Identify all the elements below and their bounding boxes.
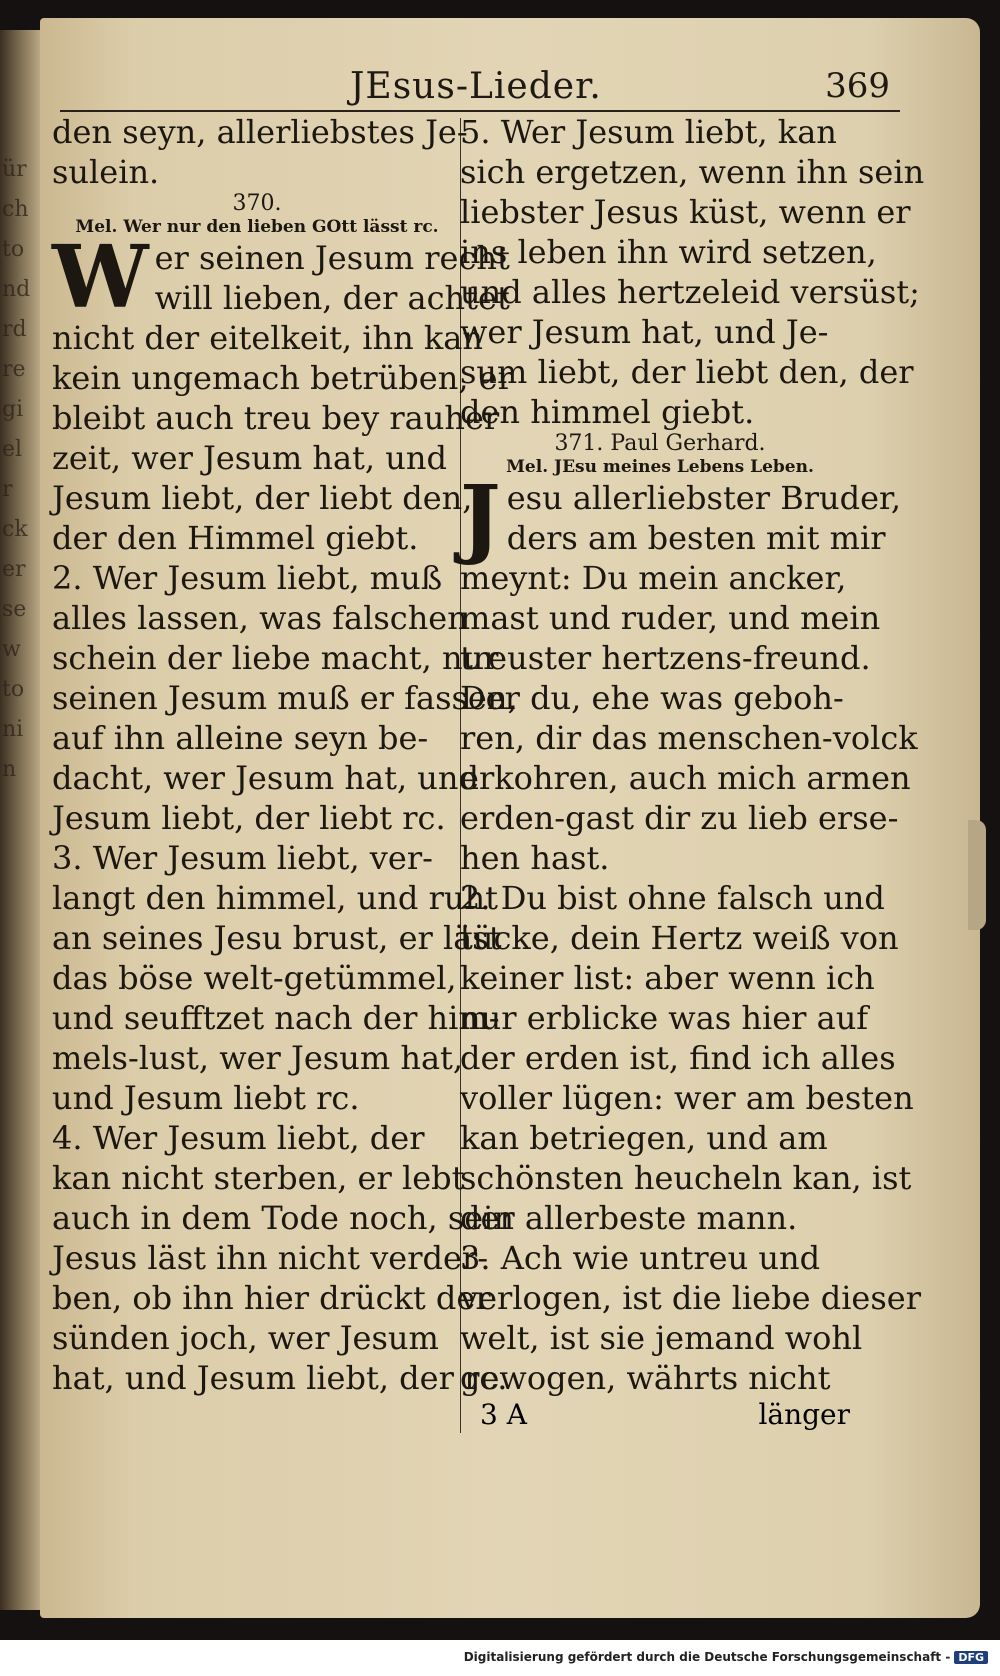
text-line: den himmel giebt. <box>460 393 755 431</box>
text-line: will lieben, der achtet <box>154 279 510 317</box>
text-line: nur erblicke was hier auf <box>460 999 869 1037</box>
previous-page-edge <box>0 30 40 1610</box>
previous-page-fragment: ni <box>2 717 24 742</box>
text-line: er seinen Jesum recht <box>154 239 510 277</box>
text-line: langt den himmel, und ruht <box>52 879 498 917</box>
previous-page-fragment: ür <box>2 157 27 182</box>
text-line: ben, ob ihn hier drückt der <box>52 1279 491 1317</box>
melody-line: Mel. JEsu meines Lebens Leben. <box>506 457 814 477</box>
text-line: der allerbeste mann. <box>460 1199 798 1237</box>
signature-mark: 3 A <box>480 1398 527 1431</box>
text-line: sich ergetzen, wenn ihn sein <box>460 153 925 191</box>
text-line: nicht der eitelkeit, ihn kan <box>52 319 483 357</box>
previous-page-fragments <box>2 150 36 790</box>
text-line: auf ihn alleine seyn be- <box>52 719 429 757</box>
text-line: schönsten heucheln kan, ist <box>460 1159 912 1197</box>
left-column <box>52 112 518 1398</box>
text-line: kein ungemach betrüben, er <box>52 359 513 397</box>
previous-page-fragment: to <box>2 237 25 262</box>
text-line: wer Jesum hat, und Je- <box>460 313 829 351</box>
text-line: 4. Wer Jesum liebt, der <box>52 1119 425 1157</box>
text-line: welt, ist sie jemand wohl <box>460 1319 863 1357</box>
text-line: der den Himmel giebt. <box>52 519 419 557</box>
page-footer <box>470 1398 850 1434</box>
running-title: JEsus-Lieder. <box>350 66 602 107</box>
text-line: schein der liebe macht, nur <box>52 639 499 677</box>
text-line: mels-lust, wer Jesum hat, <box>52 1039 464 1077</box>
digitization-credit <box>464 1650 988 1664</box>
drop-cap: W <box>52 227 149 328</box>
dfg-logo: DFG <box>954 1651 988 1664</box>
text-line: das böse welt-getümmel, <box>52 959 457 997</box>
text-line: den seyn, allerliebstes Je- <box>52 113 468 151</box>
left-column-lines <box>52 318 518 1398</box>
text-line: seinen Jesum muß er fassen, <box>52 679 518 717</box>
text-line: erkohren, auch mich armen <box>460 759 911 797</box>
page-edge-tab <box>968 820 986 930</box>
text-line: und Jesum liebt rc. <box>52 1079 360 1117</box>
text-line: ders am besten mit mir <box>506 519 886 557</box>
text-line: hat, und Jesum liebt, der rc. <box>52 1359 508 1397</box>
text-line: mast und ruder, und mein <box>460 599 881 637</box>
text-line: esu allerliebster Bruder, <box>506 479 901 517</box>
text-line: ren, dir das menschen-volck <box>460 719 918 757</box>
text-line: treuster hertzens-freund. <box>460 639 871 677</box>
previous-page-fragment: ck <box>2 517 28 542</box>
previous-page-fragment: nd <box>2 277 31 302</box>
text-line: 2. Wer Jesum liebt, muß <box>52 559 443 597</box>
text-line: gewogen, währts nicht <box>460 1359 831 1397</box>
previous-page-fragment: er <box>2 557 26 582</box>
text-line: kan betriegen, und am <box>460 1119 828 1157</box>
text-line: hen hast. <box>460 839 610 877</box>
previous-page-fragment: r <box>2 477 13 502</box>
previous-page-fragment: n <box>2 757 17 782</box>
previous-page-fragment: w <box>2 637 21 662</box>
right-column <box>460 112 925 1398</box>
text-line: voller lügen: wer am besten <box>460 1079 914 1117</box>
hymn-number: 370. <box>232 191 282 216</box>
previous-page-fragment: ch <box>2 197 29 222</box>
verse-5 <box>460 112 925 432</box>
text-line: und alles hertzeleid versüst; <box>460 273 920 311</box>
text-line: dacht, wer Jesum hat, und <box>52 759 479 797</box>
credit-text: Digitalisierung gefördert durch die Deutsche Forschungsgemeinschaft - <box>463 1650 951 1664</box>
text-line: verlogen, ist die liebe dieser <box>460 1279 922 1317</box>
text-line: keiner list: aber wenn ich <box>460 959 875 997</box>
text-line: meynt: Du mein ancker, <box>460 559 847 597</box>
previous-page-fragment: rd <box>2 317 27 342</box>
text-line: alles lassen, was falschen <box>52 599 468 637</box>
previous-page-fragment: se <box>2 597 27 622</box>
hymn-number: 371. Paul Gerhard. <box>554 431 766 456</box>
text-line: Jesus läst ihn nicht verder- <box>52 1239 489 1277</box>
page-header <box>60 66 900 112</box>
text-line: erden-gast dir zu lieb erse- <box>460 799 899 837</box>
text-line: Jesum liebt, der liebt rc. <box>52 799 446 837</box>
previous-page-fragment: el <box>2 437 23 462</box>
melody-line: Mel. Wer nur den lieben GOtt lässt rc. <box>75 217 439 237</box>
right-column-lines <box>460 558 922 1398</box>
text-line: tücke, dein Hertz weiß von <box>460 919 899 957</box>
text-line: liebster Jesus küst, wenn er <box>460 193 911 231</box>
drop-cap: J <box>460 467 501 568</box>
text-line: 5. Wer Jesum liebt, kan <box>460 113 837 151</box>
previous-page-fragment: re <box>2 357 26 382</box>
text-line: kan nicht sterben, er lebt <box>52 1159 465 1197</box>
text-line: 3. Ach wie untreu und <box>460 1239 821 1277</box>
text-line: sulein. <box>52 153 160 191</box>
previous-page-fragment: gi <box>2 397 24 422</box>
text-line: Jesum liebt, der liebt den, <box>52 479 473 517</box>
text-line: 3. Wer Jesum liebt, ver- <box>52 839 433 877</box>
text-line: der erden ist, find ich alles <box>460 1039 896 1077</box>
text-line: an seines Jesu brust, er läst <box>52 919 502 957</box>
text-line: ins leben ihn wird setzen, <box>460 233 877 271</box>
catchword: länger <box>758 1398 850 1431</box>
text-line: und seufftzet nach der him- <box>52 999 500 1037</box>
text-line: bleibt auch treu bey rauher <box>52 399 500 437</box>
text-line: zeit, wer Jesum hat, und <box>52 439 447 477</box>
previous-page-fragment: to <box>2 677 25 702</box>
page-number: 369 <box>825 66 890 106</box>
text-line: sum liebt, der liebt den, der <box>460 353 914 391</box>
text-line: 2. Du bist ohne falsch und <box>460 879 885 917</box>
text-line: Der du, ehe was geboh- <box>460 679 844 717</box>
text-line: auch in dem Tode noch, sein <box>52 1199 515 1237</box>
text-line: sünden joch, wer Jesum <box>52 1319 439 1357</box>
